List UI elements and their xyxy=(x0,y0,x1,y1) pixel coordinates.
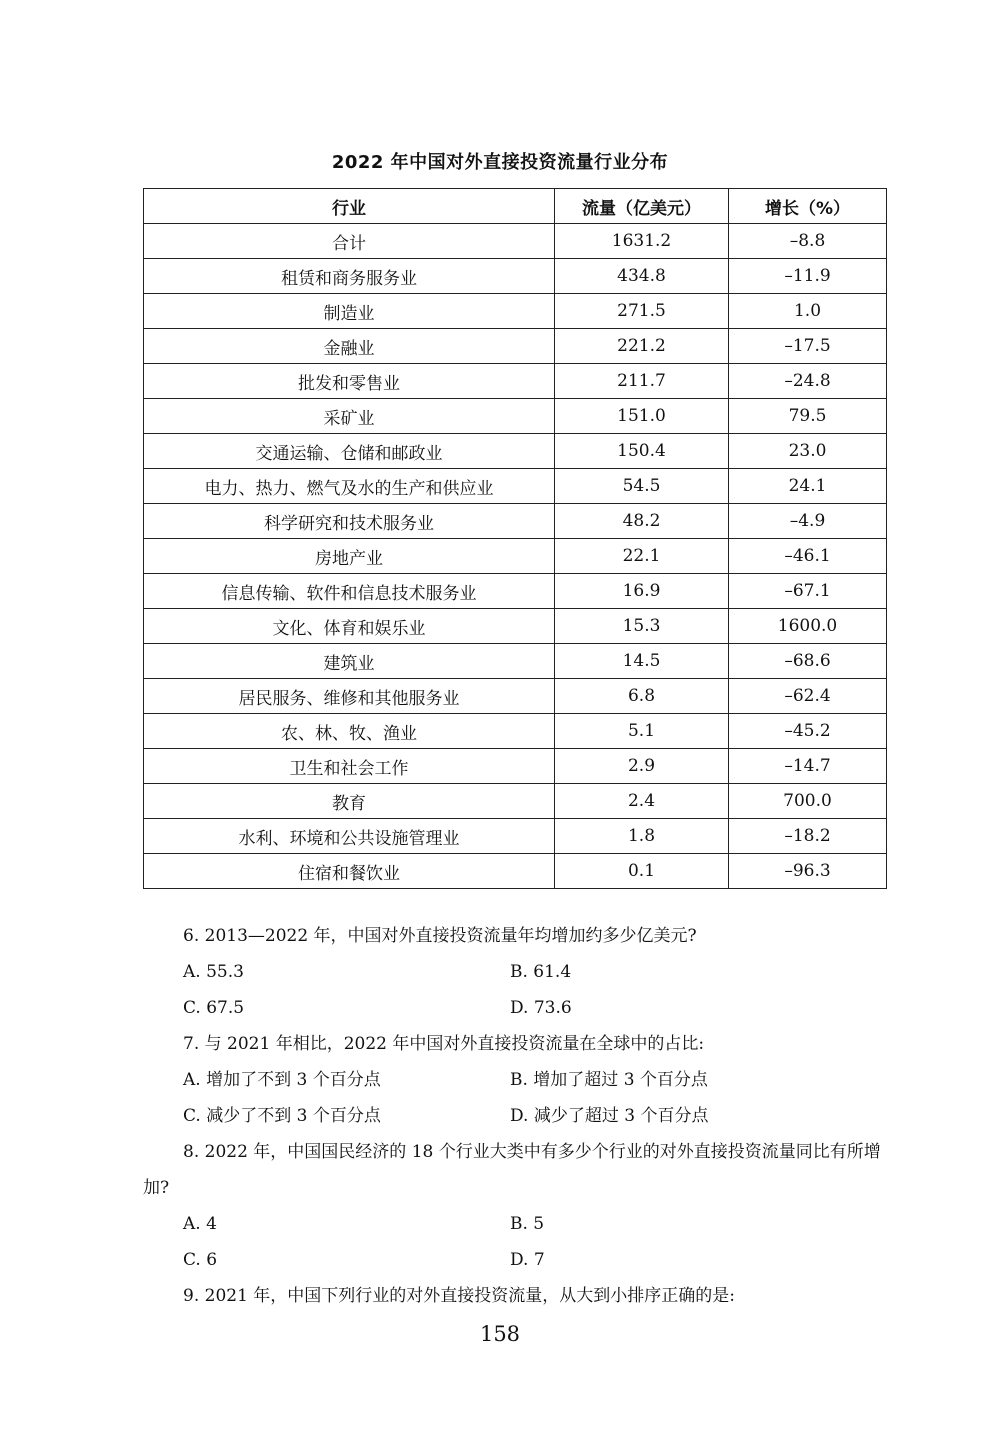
cell-industry: 金融业 xyxy=(144,329,555,364)
cell-growth: 79.5 xyxy=(729,399,887,434)
cell-flow: 0.1 xyxy=(555,854,729,889)
table-row xyxy=(144,224,887,259)
table-row xyxy=(144,364,887,399)
cell-growth: –62.4 xyxy=(729,679,887,714)
table-row xyxy=(144,679,887,714)
question-6 xyxy=(143,918,888,1026)
options-row xyxy=(143,1062,888,1098)
table-header-row xyxy=(144,189,887,224)
table-title: 2022 年中国对外直接投资流量行业分布 xyxy=(331,152,669,173)
cell-industry: 合计 xyxy=(144,224,555,259)
table-row xyxy=(144,784,887,819)
cell-industry: 居民服务、维修和其他服务业 xyxy=(144,679,555,714)
cell-growth: –24.8 xyxy=(729,364,887,399)
table-row xyxy=(144,644,887,679)
cell-growth: 1.0 xyxy=(729,294,887,329)
cell-industry: 电力、热力、燃气及水的生产和供应业 xyxy=(144,469,555,504)
question-stem: 9. 2021 年，中国下列行业的对外直接投资流量，从大到小排序正确的是: xyxy=(183,1286,736,1306)
table-row xyxy=(144,294,887,329)
cell-flow: 14.5 xyxy=(555,644,729,679)
table-row xyxy=(144,854,887,889)
question-7 xyxy=(143,1026,888,1134)
cell-flow: 2.9 xyxy=(555,749,729,784)
cell-flow: 48.2 xyxy=(555,504,729,539)
cell-flow: 151.0 xyxy=(555,399,729,434)
options-row xyxy=(143,954,888,990)
header-industry: 行业 xyxy=(144,189,555,224)
cell-industry: 信息传输、软件和信息技术服务业 xyxy=(144,574,555,609)
options-row xyxy=(143,990,888,1026)
cell-industry: 文化、体育和娱乐业 xyxy=(144,609,555,644)
cell-flow: 54.5 xyxy=(555,469,729,504)
cell-growth: 24.1 xyxy=(729,469,887,504)
question-stem: 6. 2013—2022 年，中国对外直接投资流量年均增加约多少亿美元? xyxy=(183,926,697,946)
answer-option: A. 55.3 xyxy=(183,962,244,982)
table-row xyxy=(144,574,887,609)
cell-flow: 5.1 xyxy=(555,714,729,749)
answer-option: A. 4 xyxy=(183,1214,217,1234)
page-number: 158 xyxy=(479,1322,521,1346)
cell-growth: –14.7 xyxy=(729,749,887,784)
cell-industry: 房地产业 xyxy=(144,539,555,574)
cell-industry: 科学研究和技术服务业 xyxy=(144,504,555,539)
cell-flow: 1.8 xyxy=(555,819,729,854)
cell-flow: 150.4 xyxy=(555,434,729,469)
answer-option: A. 增加了不到 3 个百分点 xyxy=(183,1070,381,1090)
table-row xyxy=(144,609,887,644)
cell-flow: 15.3 xyxy=(555,609,729,644)
answer-option: C. 6 xyxy=(183,1250,218,1270)
table-row xyxy=(144,399,887,434)
cell-growth: –67.1 xyxy=(729,574,887,609)
options-row xyxy=(143,1206,888,1242)
answer-option: D. 7 xyxy=(510,1250,545,1270)
answer-option: B. 增加了超过 3 个百分点 xyxy=(510,1070,708,1090)
cell-flow: 2.4 xyxy=(555,784,729,819)
question-stem: 8. 2022 年，中国国民经济的 18 个行业大类中有多少个行业的对外直接投资流量同比有所增加? xyxy=(143,1142,881,1198)
table-row xyxy=(144,504,887,539)
cell-growth: –45.2 xyxy=(729,714,887,749)
cell-industry: 交通运输、仓储和邮政业 xyxy=(144,434,555,469)
answer-option: B. 61.4 xyxy=(510,962,572,982)
table-row xyxy=(144,259,887,294)
cell-flow: 221.2 xyxy=(555,329,729,364)
header-flow: 流量（亿美元） xyxy=(555,189,729,224)
answer-option: D. 减少了超过 3 个百分点 xyxy=(510,1106,709,1126)
table-body xyxy=(144,224,887,889)
cell-industry: 采矿业 xyxy=(144,399,555,434)
header-growth: 增长（%） xyxy=(729,189,887,224)
cell-growth: 1600.0 xyxy=(729,609,887,644)
cell-flow: 434.8 xyxy=(555,259,729,294)
cell-growth: –96.3 xyxy=(729,854,887,889)
cell-growth: –46.1 xyxy=(729,539,887,574)
cell-flow: 1631.2 xyxy=(555,224,729,259)
cell-growth: –17.5 xyxy=(729,329,887,364)
table-row xyxy=(144,434,887,469)
table-header xyxy=(144,189,887,224)
cell-industry: 农、林、牧、渔业 xyxy=(144,714,555,749)
answer-option: B. 5 xyxy=(510,1214,545,1234)
cell-growth: –18.2 xyxy=(729,819,887,854)
options-row xyxy=(143,1242,888,1278)
table-row xyxy=(144,469,887,504)
industry-table xyxy=(143,188,887,889)
cell-industry: 水利、环境和公共设施管理业 xyxy=(144,819,555,854)
cell-growth: –4.9 xyxy=(729,504,887,539)
cell-industry: 住宿和餐饮业 xyxy=(144,854,555,889)
table-row xyxy=(144,329,887,364)
question-9 xyxy=(143,1278,888,1314)
cell-industry: 批发和零售业 xyxy=(144,364,555,399)
cell-flow: 16.9 xyxy=(555,574,729,609)
table-row xyxy=(144,539,887,574)
cell-industry: 建筑业 xyxy=(144,644,555,679)
cell-flow: 211.7 xyxy=(555,364,729,399)
answer-option: C. 67.5 xyxy=(183,998,245,1018)
cell-growth: 23.0 xyxy=(729,434,887,469)
question-8 xyxy=(143,1134,888,1278)
answer-option: C. 减少了不到 3 个百分点 xyxy=(183,1106,381,1126)
cell-flow: 22.1 xyxy=(555,539,729,574)
cell-flow: 271.5 xyxy=(555,294,729,329)
answer-option: D. 73.6 xyxy=(510,998,572,1018)
options-row xyxy=(143,1098,888,1134)
table-row xyxy=(144,819,887,854)
cell-growth: –68.6 xyxy=(729,644,887,679)
cell-growth: –11.9 xyxy=(729,259,887,294)
question-section xyxy=(143,918,888,1314)
table-row xyxy=(144,749,887,784)
question-stem: 7. 与 2021 年相比，2022 年中国对外直接投资流量在全球中的占比: xyxy=(183,1034,705,1054)
cell-industry: 教育 xyxy=(144,784,555,819)
table-row xyxy=(144,714,887,749)
cell-growth: 700.0 xyxy=(729,784,887,819)
cell-industry: 制造业 xyxy=(144,294,555,329)
cell-industry: 租赁和商务服务业 xyxy=(144,259,555,294)
cell-industry: 卫生和社会工作 xyxy=(144,749,555,784)
cell-growth: –8.8 xyxy=(729,224,887,259)
cell-flow: 6.8 xyxy=(555,679,729,714)
